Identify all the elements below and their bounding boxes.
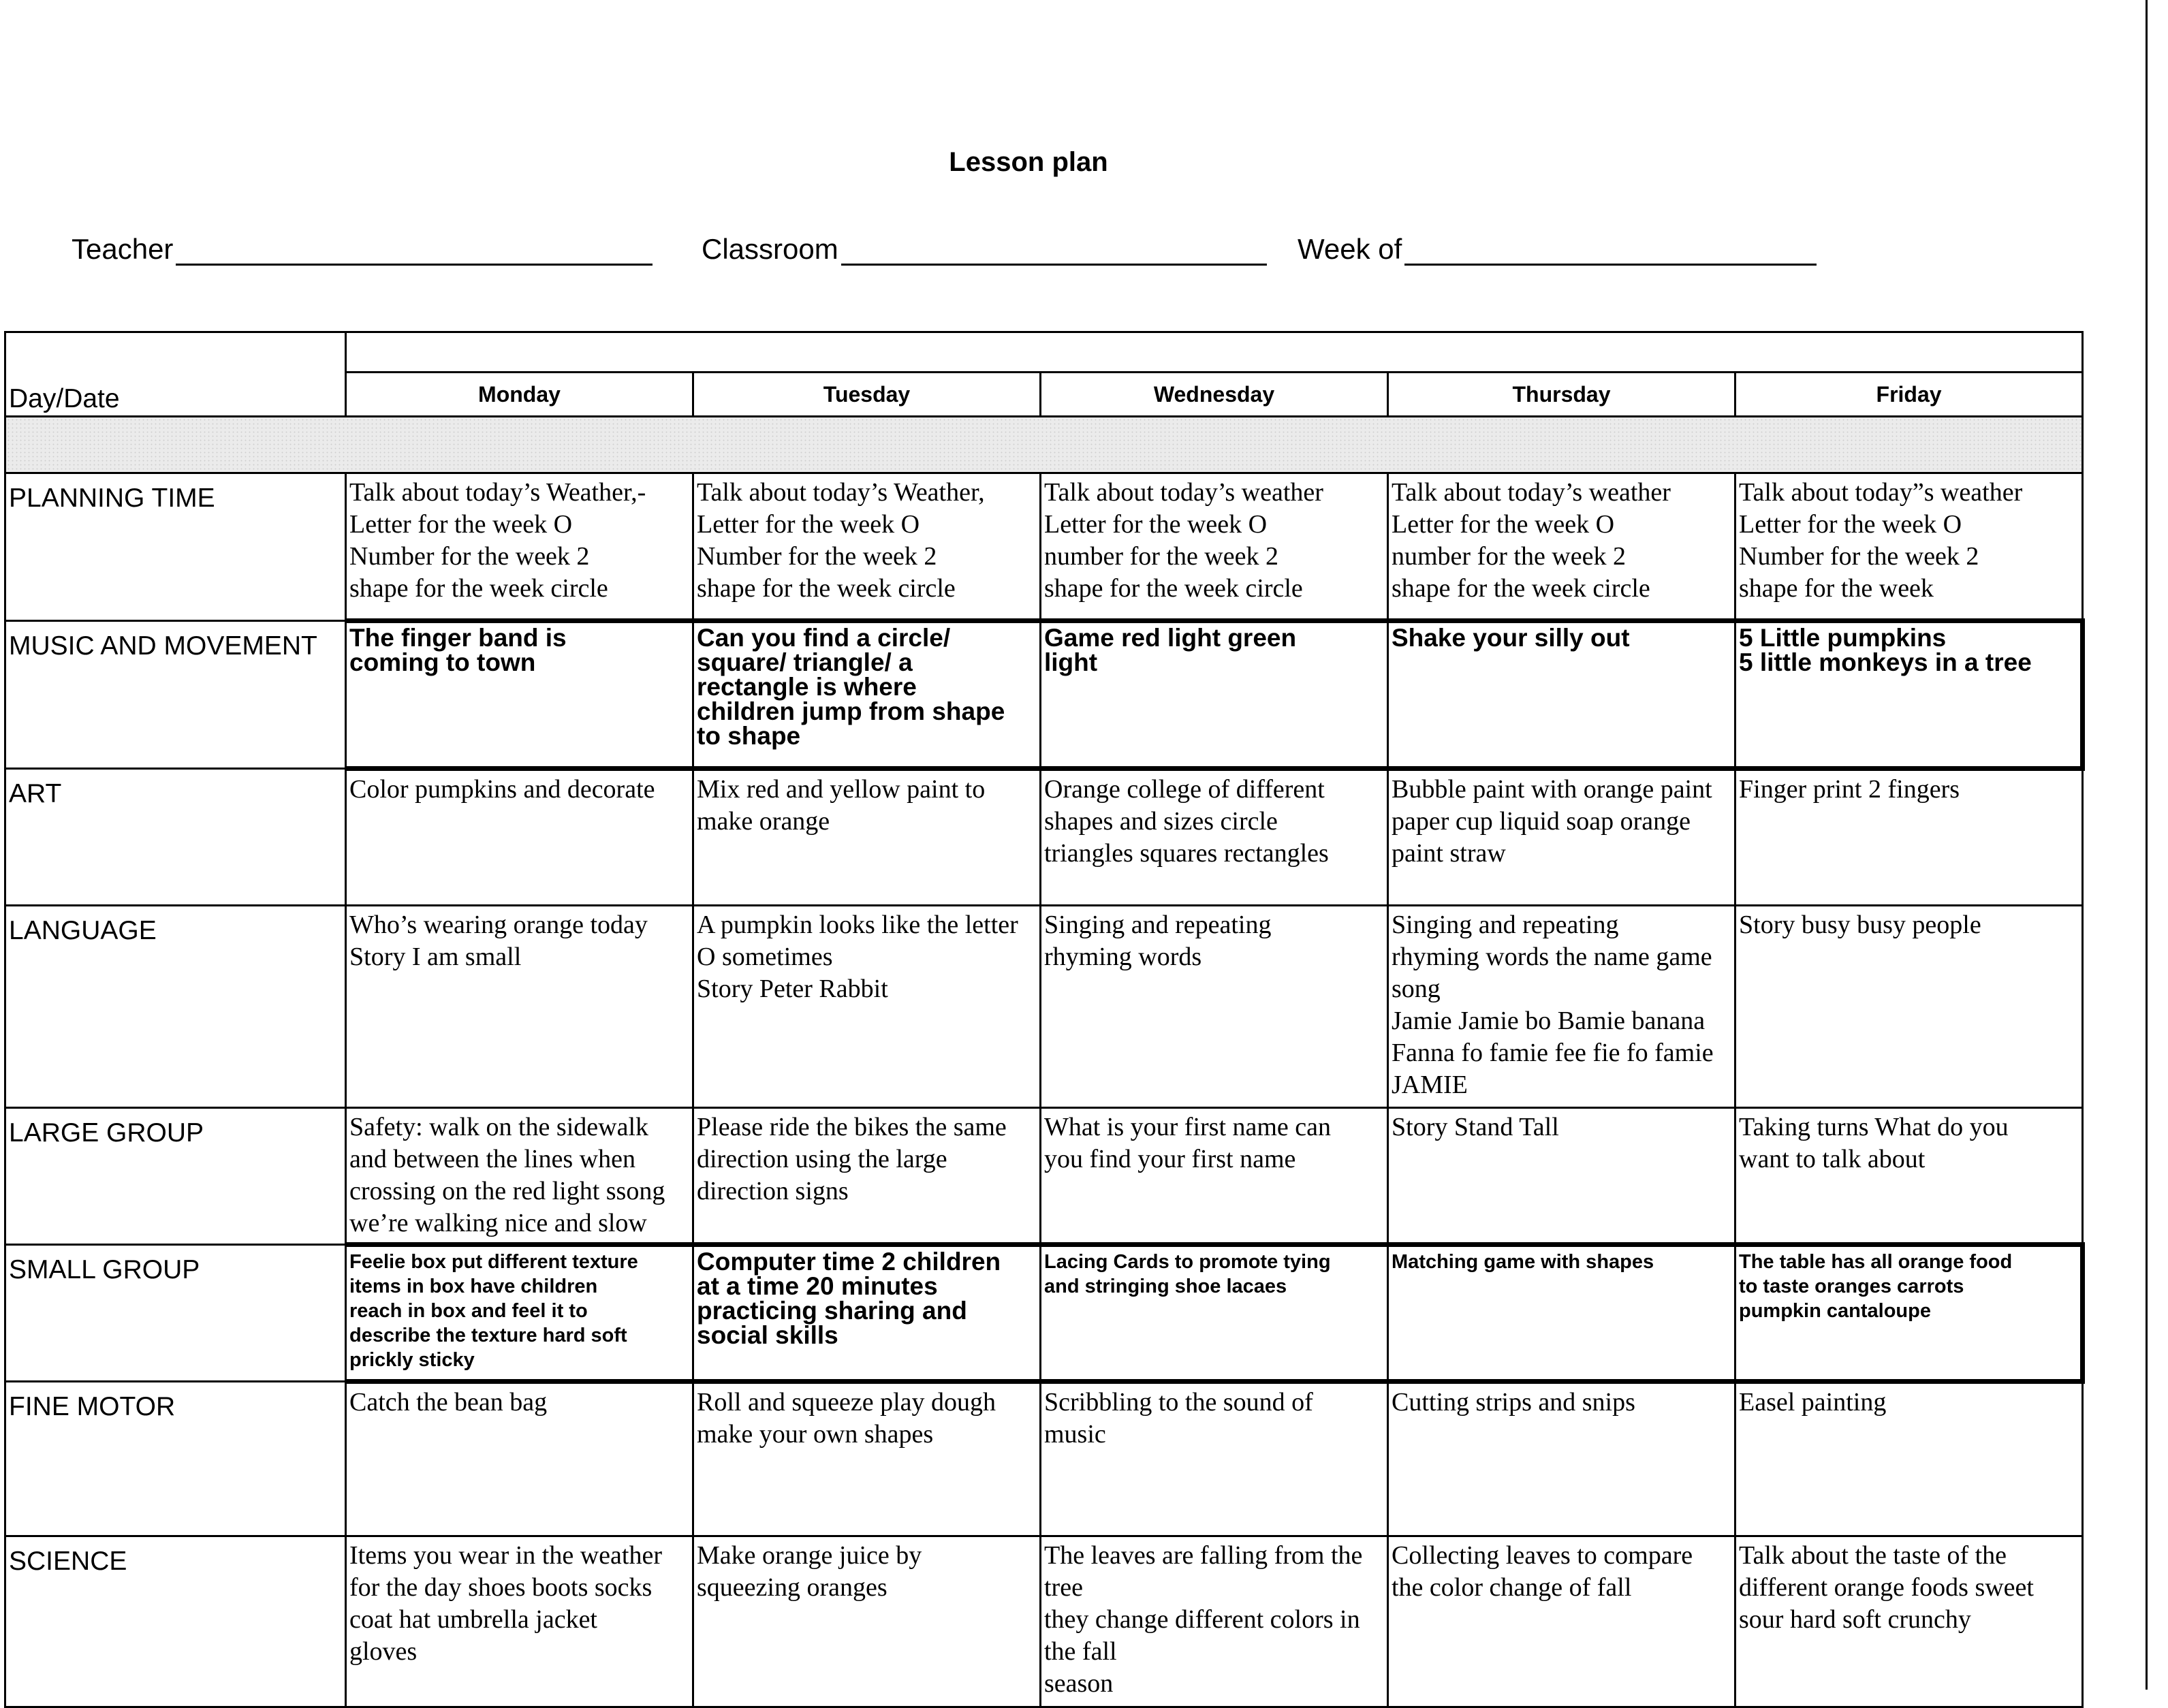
teacher-blank-line[interactable]	[176, 236, 653, 266]
table-row	[5, 1245, 2083, 1382]
page-edge-line	[2146, 0, 2148, 1690]
table-cell: Feelie box put different texture items in box have children reach in box and feel it to describe the texture hard soft prickly sticky	[346, 1245, 693, 1382]
teacher-label: Teacher	[72, 233, 174, 265]
shaded-separator-cell	[5, 417, 2083, 473]
table-cell: Matching game with shapes	[1388, 1245, 1735, 1382]
table-cell: Can you find a circle/ square/ triangle/ a rectangle is where children jump from shape to shape	[693, 621, 1041, 769]
table-cell: The table has all orange food to taste oranges carrots pumpkin cantaloupe	[1735, 1245, 2083, 1382]
day-header-thursday: Thursday	[1388, 373, 1735, 417]
table-cell: Finger print 2 fingers	[1735, 769, 2083, 906]
day-header-tuesday: Tuesday	[693, 373, 1041, 417]
table-cell: Talk about today’s Weather, Letter for the week O Number for the week 2 shape for the week circle	[693, 473, 1041, 621]
table-cell: Color pumpkins and decorate	[346, 769, 693, 906]
table-cell: Roll and squeeze play dough make your own shapes	[693, 1382, 1041, 1536]
table-top-blank-row	[5, 332, 2083, 373]
row-label-art: ART	[5, 769, 346, 906]
table-cell: Talk about the taste of the different orange foods sweet sour hard soft crunchy	[1735, 1536, 2083, 1707]
table-cell: The finger band is coming to town	[346, 621, 693, 769]
table-cell: Talk about today’s weather Letter for the week O number for the week 2 shape for the week circle	[1388, 473, 1735, 621]
table-cell: Talk about today’s Weather,- Letter for the week O Number for the week 2 shape for the week circle	[346, 473, 693, 621]
table-cell: Singing and repeating rhyming words	[1041, 906, 1388, 1108]
table-cell: Easel painting	[1735, 1382, 2083, 1536]
table-cell: Story Stand Tall	[1388, 1108, 1735, 1245]
table-cell: Make orange juice by squeezing oranges	[693, 1536, 1041, 1707]
table-cell: A pumpkin looks like the letter O sometimes Story Peter Rabbit	[693, 906, 1041, 1108]
week-of-field	[1298, 233, 1817, 266]
day-header-friday: Friday	[1735, 373, 2083, 417]
table-cell: Orange college of different shapes and sizes circle triangles squares rectangles	[1041, 769, 1388, 906]
week-of-label: Week of	[1298, 233, 1402, 265]
table-cell: Story busy busy people	[1735, 906, 2083, 1108]
table-row	[5, 621, 2083, 769]
table-row	[5, 1536, 2083, 1707]
day-header-wednesday: Wednesday	[1041, 373, 1388, 417]
table-cell: Mix red and yellow paint to make orange	[693, 769, 1041, 906]
classroom-field	[702, 233, 1267, 266]
page-title: Lesson plan	[949, 147, 1108, 177]
shaded-separator-row	[5, 417, 2083, 473]
table-cell: Bubble paint with orange paint paper cup liquid soap orange paint straw	[1388, 769, 1735, 906]
classroom-blank-line[interactable]	[841, 236, 1267, 266]
table-cell: Talk about today’s weather Letter for the week O number for the week 2 shape for the week circle	[1041, 473, 1388, 621]
week-of-blank-line[interactable]	[1404, 236, 1817, 266]
table-row	[5, 1382, 2083, 1536]
row-label-fine-motor: FINE MOTOR	[5, 1382, 346, 1536]
day-date-label: Day/Date	[5, 332, 346, 417]
blank-header-cell	[346, 332, 2083, 373]
table-cell: What is your first name can you find your first name	[1041, 1108, 1388, 1245]
row-label-planning-time: PLANNING TIME	[5, 473, 346, 621]
classroom-label: Classroom	[702, 233, 838, 265]
table-row	[5, 1108, 2083, 1245]
row-label-science: SCIENCE	[5, 1536, 346, 1707]
table-cell: Taking turns What do you want to talk about	[1735, 1108, 2083, 1245]
table-cell: Shake your silly out	[1388, 621, 1735, 769]
row-label-music-and-movement: MUSIC AND MOVEMENT	[5, 621, 346, 769]
table-cell: Scribbling to the sound of music	[1041, 1382, 1388, 1536]
table-cell: 5 Little pumpkins 5 little monkeys in a tree	[1735, 621, 2083, 769]
table-cell: Catch the bean bag	[346, 1382, 693, 1536]
table-row	[5, 473, 2083, 621]
table-cell: The leaves are falling from the tree they change different colors in the fall season	[1041, 1536, 1388, 1707]
row-label-language: LANGUAGE	[5, 906, 346, 1108]
lesson-plan-table	[4, 331, 2085, 1708]
table-cell: Lacing Cards to promote tying and stringing shoe lacaes	[1041, 1245, 1388, 1382]
table-cell: Please ride the bikes the same direction using the large direction signs	[693, 1108, 1041, 1245]
table-cell: Cutting strips and snips	[1388, 1382, 1735, 1536]
table-row	[5, 906, 2083, 1108]
table-cell: Game red light green light	[1041, 621, 1388, 769]
table-cell: Who’s wearing orange today Story I am small	[346, 906, 693, 1108]
table-cell: Items you wear in the weather for the day shoes boots socks coat hat umbrella jacket gloves	[346, 1536, 693, 1707]
table-cell: Computer time 2 children at a time 20 minutes practicing sharing and social skills	[693, 1245, 1041, 1382]
table-cell: Collecting leaves to compare the color change of fall	[1388, 1536, 1735, 1707]
table-row	[5, 769, 2083, 906]
row-label-large-group: LARGE GROUP	[5, 1108, 346, 1245]
table-cell: Safety: walk on the sidewalk and between the lines when crossing on the red light ssong we’re walking nice and slow	[346, 1108, 693, 1245]
row-label-small-group: SMALL GROUP	[5, 1245, 346, 1382]
table-cell: Singing and repeating rhyming words the name game song Jamie Jamie bo Bamie banana Fanna fo famie fee fie fo famie JAMIE	[1388, 906, 1735, 1108]
table-cell: Talk about today”s weather Letter for the week O Number for the week 2 shape for the week	[1735, 473, 2083, 621]
day-header-monday: Monday	[346, 373, 693, 417]
teacher-field	[72, 233, 653, 266]
